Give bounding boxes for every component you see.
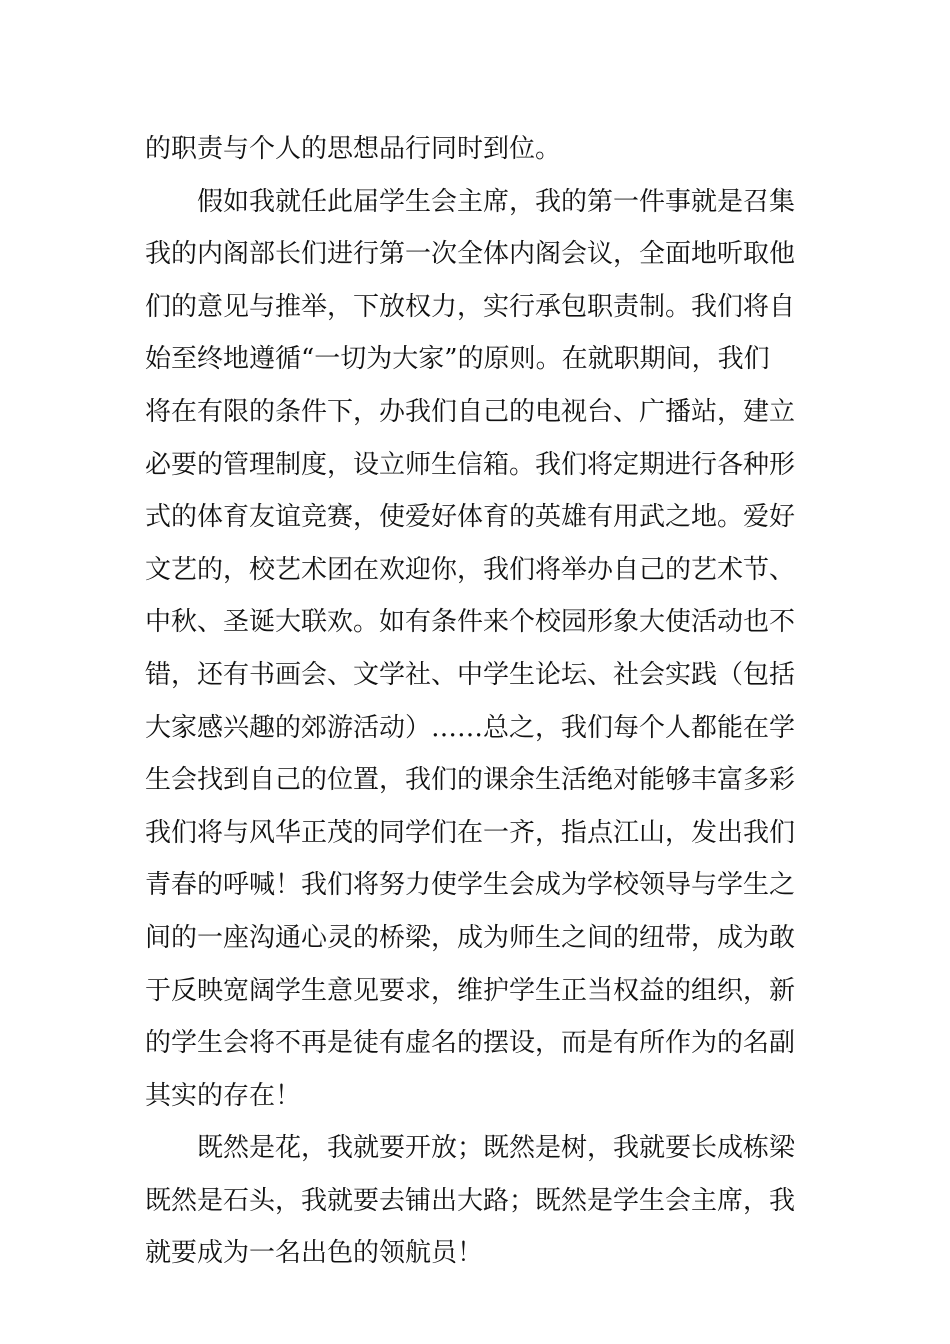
text-line: 我们将与风华正茂的同学们在一齐，指点江山，发出我们 (145, 817, 796, 848)
text-line: 将在有限的条件下，办我们自己的电视台、广播站，建立 (145, 396, 796, 427)
text-line: 们的意见与推举，下放权力，实行承包职责制。我们将自 (145, 291, 796, 322)
paragraph-first-line: 假如我就任此届学生会主席，我的第一件事就是召集 (197, 186, 796, 217)
text-line: 青春的呼喊！我们将努力使学生会成为学校领导与学生之 (145, 870, 796, 901)
text-line: 间的一座沟通心灵的桥梁，成为师生之间的纽带，成为敢 (145, 922, 796, 953)
text-line: 中秋、圣诞大联欢。如有条件来个校园形象大使活动也不 (145, 607, 796, 638)
text-line: 的职责与个人的思想品行同时到位。 (145, 134, 562, 164)
text-line: 始至终地遵循“一切为大家”的原则。在就职期间，我们 (145, 344, 770, 375)
text-line: 既然是石头，我就要去铺出大路；既然是学生会主席，我 (145, 1185, 796, 1216)
text-line: 式的体育友谊竞赛，使爱好体育的英雄有用武之地。爱好 (145, 502, 796, 533)
text-line: 必要的管理制度，设立师生信箱。我们将定期进行各种形 (145, 449, 796, 480)
text-line: 文艺的，校艺术团在欢迎你，我们将举办自己的艺术节、 (145, 554, 796, 585)
text-line: 生会找到自己的位置，我们的课余生活绝对能够丰富多彩 (145, 765, 796, 796)
text-line: 错，还有书画会、文学社、中学生论坛、社会实践（包括 (145, 659, 796, 690)
body-text (145, 123, 810, 1280)
paragraph-first-line: 既然是花，我就要开放；既然是树，我就要长成栋梁 (197, 1133, 796, 1164)
text-line: 我的内阁部长们进行第一次全体内阁会议，全面地听取他 (145, 239, 796, 270)
text-line: 于反映宽阔学生意见要求，维护学生正当权益的组织，新 (145, 975, 796, 1006)
text-line: 其实的存在！ (145, 1080, 302, 1111)
text-line: 大家感兴趣的郊游活动）……总之，我们每个人都能在学 (145, 712, 796, 743)
text-line: 就要成为一名出色的领航员！ (145, 1238, 484, 1269)
text-line: 的学生会将不再是徒有虚名的摆设，而是有所作为的名副 (145, 1028, 796, 1059)
